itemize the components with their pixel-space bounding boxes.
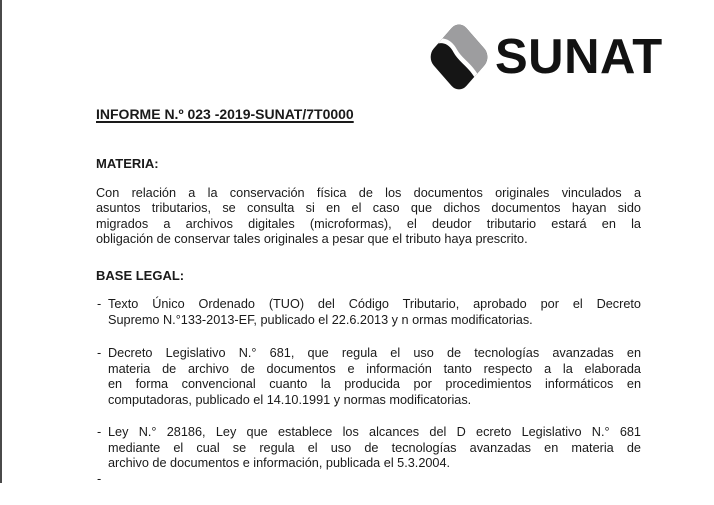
legal-bullet-item [96,297,641,328]
text-line: Decreto Legislativo N.° 681, que regula el uso de tecnologías avanzadas en [108,346,641,360]
text-line: migrados a archivos digitales (microformas), el deudor tributario estará en la [96,216,641,231]
text-line: obligación de conservar tales originales a pesar que el tributo haya prescrito. [96,232,528,246]
text-line: Texto Único Ordenado (TUO) del Código Tributario, aprobado por el Decreto [108,297,641,311]
bullet-dash-marker: - [97,425,102,439]
text-line: Con relación a la conservación física de los documentos originales vinculados a [96,185,641,200]
legal-bullet-item [96,472,641,488]
bullet-dash-marker: - [97,471,102,486]
informe-title: INFORME N.º 023 -2019-SUNAT/7T0000 [96,106,354,122]
text-line: Supremo N.°133-2013-EF, publicado el 22.6.2013 y n ormas modificatorias. [108,312,533,327]
materia-heading: MATERIA: [96,156,159,171]
bullet-dash-marker: - [97,297,102,311]
text-line: materia de archivo de documentos e información tanto respecto a la elaborada [108,361,641,376]
bullet-dash-marker: - [97,346,102,360]
bullet-text [108,346,641,408]
bullet-text [108,472,641,488]
sunat-diamond-icon [424,17,494,97]
legal-bullet-item [96,425,641,472]
base-legal-list [96,297,641,487]
text-line: archivo de documentos e información, publicada el 5.3.2004. [108,456,451,470]
sunat-logo-text: SUNAT [495,30,663,84]
text-line: Ley N.° 28186, Ley que establece los alcances del D ecreto Legislativo N.° 681 [108,425,641,439]
materia-paragraph [96,186,641,248]
informe-document [96,106,641,505]
sunat-logo [424,17,663,97]
base-legal-heading: BASE LEGAL: [96,267,185,283]
page-left-edge [0,0,2,483]
text-line: computadoras, publicado el 14.10.1991 y normas modificatorias. [108,392,472,407]
text-line: mediante el cual se regula el uso de tecnologías avanzadas en materia de [108,440,641,455]
bullet-text [108,425,641,472]
legal-bullet-item [96,346,641,408]
text-line: asuntos tributarios, se consulta si en el caso que dichos documentos hayan sido [96,201,641,215]
bullet-text [108,297,641,328]
text-line: en forma convencional cuanto la producida por procedimientos informáticos en [108,377,641,391]
